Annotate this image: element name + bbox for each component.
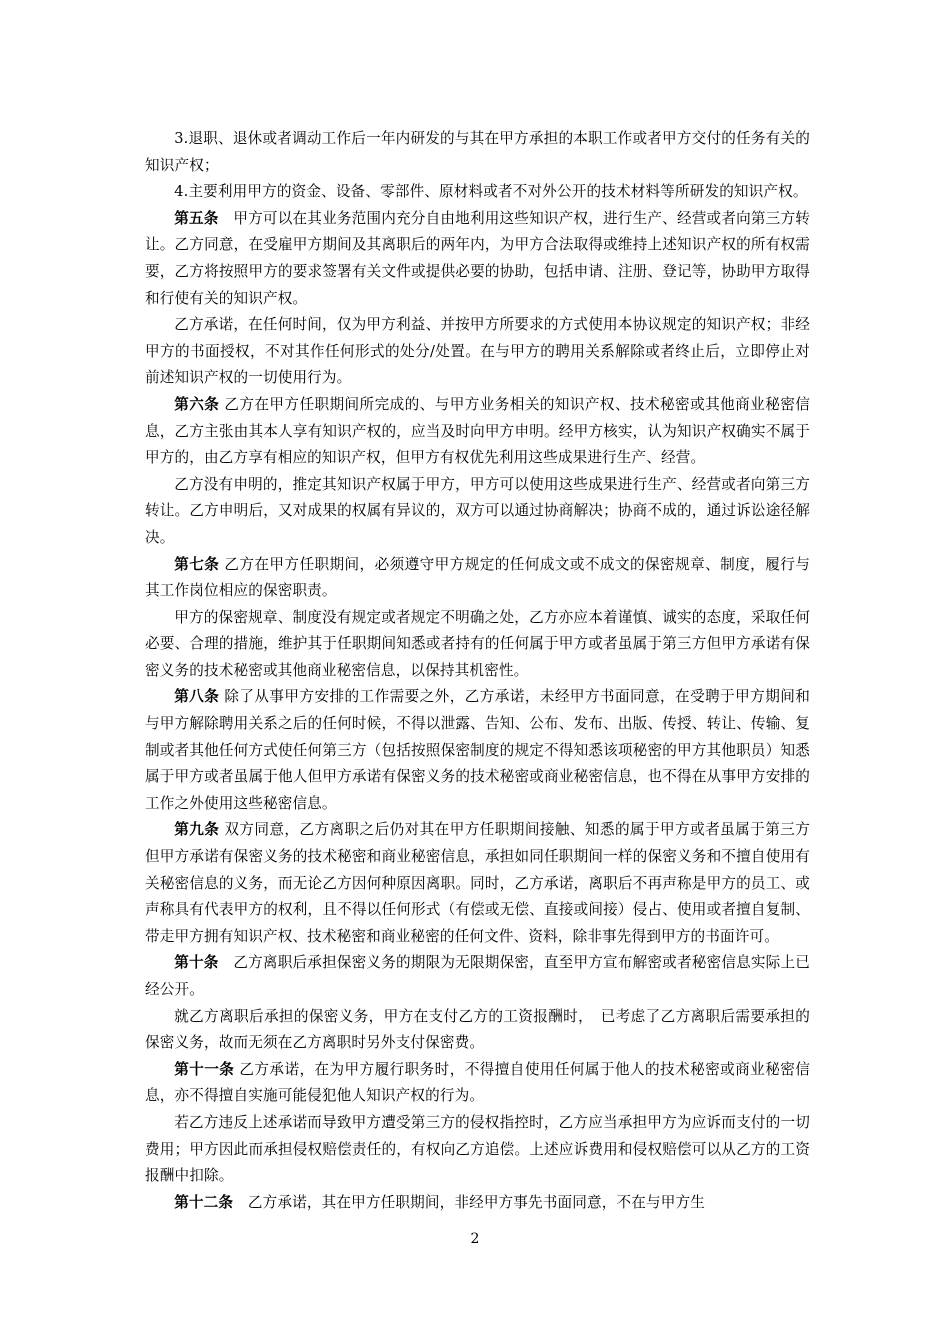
paragraph-text: 乙方没有申明的，推定其知识产权属于甲方，甲方可以使用这些成果进行生产、经营或者向第三方转让。乙方申明后，又对成果的权属有异议的，双方可以通过协商解决；协商不成的，通过诉讼途径解决。 bbox=[145, 475, 810, 546]
paragraph-text: 若乙方违反上述承诺而导致甲方遭受第三方的侵权指控时，乙方应当承担甲方为应诉而支付的一切费用；甲方因此而承担侵权赔偿责任的，有权向乙方追偿。上述应诉费用和侵权赔偿可以从乙方的工资报酬中扣除。 bbox=[145, 1113, 810, 1185]
paragraph bbox=[145, 392, 810, 472]
article-heading: 第六条 bbox=[174, 395, 220, 413]
paragraph bbox=[145, 126, 810, 179]
paragraph bbox=[145, 179, 810, 206]
paragraph bbox=[145, 1057, 810, 1110]
paragraph-text: 乙方承诺，在任何时间，仅为甲方利益、并按甲方所要求的方式使用本协议规定的知识产权；非经甲方的书面授权，不对其作任何形式的处分/处置。在与甲方的聘用关系解除或者终止后，立即停止对前述知识产权的一切使用行为。 bbox=[145, 316, 810, 387]
paragraph bbox=[145, 684, 810, 817]
paragraph-text: 双方同意，乙方离职之后仍对其在甲方任职期间接触、知悉的属于甲方或者虽属于第三方但甲方承诺有保密义务的技术秘密和商业秘密信息，承担如同任职期间一样的保密义务和不擅自使用有关秘密信息的义务，而无论乙方因何种原因离职。同时，乙方承诺，离职后不再声称是甲方的员工、或声称具有代表甲方的权利，且不得以任何形式（有偿或无偿、直接或间接）侵占、使用或者擅自复制、带走甲方拥有知识产权、技术秘密和商业秘密的任何文件、资料，除非事先得到甲方的书面许可。 bbox=[145, 821, 810, 945]
paragraph bbox=[145, 605, 810, 685]
article-heading: 第十一条 bbox=[174, 1060, 235, 1078]
paragraph-text: 4.主要利用甲方的资金、设备、零部件、原材料或者不对外公开的技术材料等所研发的知识产权。 bbox=[174, 183, 808, 201]
paragraph bbox=[145, 472, 810, 552]
paragraph-text: 除了从事甲方安排的工作需要之外，乙方承诺，未经甲方书面同意，在受聘于甲方期间和与甲方解除聘用关系之后的任何时候，不得以泄露、告知、公布、发布、出版、传授、转让、传输、复制或者其他任何方式使任何第三方（包括按照保密制度的规定不得知悉该项秘密的甲方其他职员）知悉属于甲方或者虽属于他人但甲方承诺有保密义务的技术秘密或商业秘密信息，也不得在从事甲方安排的工作之外使用这些秘密信息。 bbox=[145, 688, 810, 812]
page-number: 2 bbox=[470, 1231, 480, 1247]
paragraph-text: 3.退职、退休或者调动工作后一年内研发的与其在甲方承担的本职工作或者甲方交付的任务有关的知识产权； bbox=[145, 130, 810, 174]
paragraph-text: 乙方在甲方任职期间，必须遵守甲方规定的任何成文或不成文的保密规章、制度，履行与其工作岗位相应的保密职责。 bbox=[145, 555, 810, 600]
paragraph-text: 甲方可以在其业务范围内充分自由地利用这些知识产权，进行生产、经营或者向第三方转让。乙方同意，在受雇甲方期间及其离职后的两年内，为甲方合法取得或维持上述知识产权的所有权需要，乙方将按照甲方的要求签署有关文件或提供必要的协助，包括申请、注册、登记等，协助甲方取得和行使有关的知识产权。 bbox=[145, 209, 810, 307]
paragraph-text: 乙方承诺，其在甲方任职期间，非经甲方事先书面同意，不在与甲方生 bbox=[233, 1193, 705, 1211]
paragraph bbox=[145, 552, 810, 605]
paragraph bbox=[145, 1110, 810, 1190]
article-heading: 第十二条 bbox=[174, 1193, 234, 1211]
paragraph bbox=[145, 817, 810, 950]
paragraph-text: 就乙方离职后承担的保密义务，甲方在支付乙方的工资报酬时， 已考虑了乙方离职后需要承担的保密义务，故而无须在乙方离职时另外支付保密费。 bbox=[145, 1007, 810, 1052]
paragraph bbox=[145, 312, 810, 392]
paragraph-text: 甲方的保密规章、制度没有规定或者规定不明确之处，乙方亦应本着谨慎、诚实的态度，采取任何必要、合理的措施，维护其于任职期间知悉或者持有的任何属于甲方或者虽属于第三方但甲方承诺有保密义务的技术秘密或其他商业秘密信息，以保持其机密性。 bbox=[145, 608, 810, 679]
paragraph-text: 乙方离职后承担保密义务的期限为无限期保密，直至甲方宣布解密或者秘密信息实际上已经公开。 bbox=[145, 954, 810, 998]
article-heading: 第九条 bbox=[174, 821, 220, 839]
article-heading: 第五条 bbox=[174, 209, 219, 227]
paragraph bbox=[145, 950, 810, 1003]
paragraph-text: 乙方在甲方任职期间所完成的、与甲方业务相关的知识产权、技术秘密或其他商业秘密信息，乙方主张由其本人享有知识产权的，应当及时向甲方申明。经甲方核实，认为知识产权确实不属于甲方的，由乙方享有相应的知识产权，但甲方有权优先利用这些成果进行生产、经营。 bbox=[145, 395, 810, 467]
article-heading: 第八条 bbox=[174, 688, 220, 706]
paragraph bbox=[145, 206, 810, 312]
document-body bbox=[145, 126, 810, 1216]
paragraph bbox=[145, 1004, 810, 1057]
article-heading: 第七条 bbox=[174, 555, 220, 573]
paragraph bbox=[145, 1190, 810, 1217]
paragraph-text: 乙方承诺，在为甲方履行职务时，不得擅自使用任何属于他人的技术秘密或商业秘密信息，亦不得擅自实施可能侵犯他人知识产权的行为。 bbox=[145, 1060, 810, 1105]
article-heading: 第十条 bbox=[174, 954, 219, 972]
